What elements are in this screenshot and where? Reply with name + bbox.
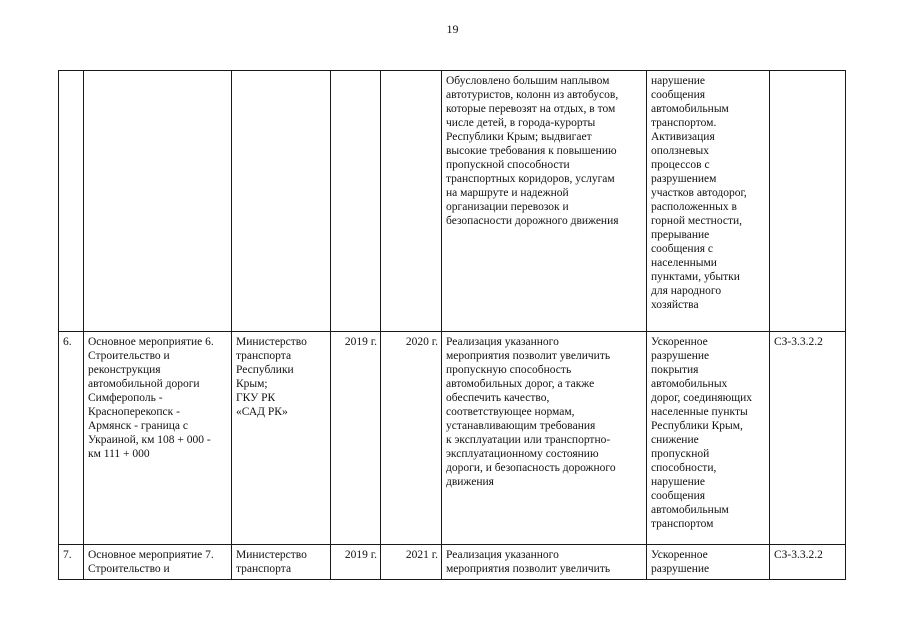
cell-expected-result-line: обеспечить качество,: [446, 392, 550, 404]
table-row: [59, 332, 846, 545]
cell-consequences-line: Активизация: [651, 131, 715, 143]
cell-executor-line: Крым;: [236, 378, 268, 390]
cell-expected-result-line: Реализация указанного: [446, 336, 559, 348]
cell-executor-line: «САД РК»: [236, 406, 288, 418]
cell-consequences-line: транспортом.: [651, 117, 717, 129]
cell-consequences-line: сообщения: [651, 490, 706, 502]
cell-expected-result-line: эксплуатационному состоянию: [446, 448, 599, 460]
cell-measure-line: Основное мероприятие 7.: [88, 549, 214, 561]
cell-consequences-line: для народного: [651, 285, 722, 297]
cell-consequences-line: нарушение: [651, 75, 705, 87]
cell-consequences-line: Ускоренное: [651, 336, 708, 348]
cell-executor-line: транспорта: [236, 350, 292, 362]
cell-expected-result-line: Реализация указанного: [446, 549, 559, 561]
cell-consequences-line: пропускной: [651, 448, 710, 460]
table-row: [59, 545, 846, 580]
cell-consequences-line: сообщения с: [651, 243, 713, 255]
cell-measure-line: Симферополь -: [88, 392, 163, 404]
cell-expected-result-line: на маршруте и надежной: [446, 187, 569, 199]
cell-executor-line: ГКУ РК: [236, 392, 276, 404]
cell-consequences-line: пунктами, убытки: [651, 271, 740, 283]
cell-consequences-line: прерывание: [651, 229, 710, 241]
cell-number: 6.: [59, 332, 84, 545]
cell-expected-result-line: автотуристов, колонн из автобусов,: [446, 89, 619, 101]
cell-consequences-line: разрушение: [651, 563, 710, 575]
cell-expected-result: [442, 545, 647, 580]
cell-number: [59, 71, 84, 332]
cell-consequences-line: Ускоренное: [651, 549, 708, 561]
cell-measure-line: Строительство и: [88, 563, 170, 575]
cell-indicator-code: СЗ-3.3.2.2: [770, 332, 846, 545]
cell-executor-line: Министерство: [236, 336, 307, 348]
table-body: [59, 71, 846, 580]
cell-measure: [84, 545, 232, 580]
cell-consequences-line: оползневых: [651, 145, 709, 157]
cell-expected-result-line: числе детей, в города-курорты: [446, 117, 596, 129]
cell-consequences-line: автомобильных: [651, 378, 728, 390]
cell-consequences-line: транспортом: [651, 518, 714, 530]
cell-consequences-line: горной местности,: [651, 215, 743, 227]
cell-measure-line: автомобильной дороги: [88, 378, 200, 390]
cell-consequences-line: разрушение: [651, 350, 710, 362]
cell-start-year: 2019 г.: [331, 332, 381, 545]
cell-consequences-line: автомобильным: [651, 103, 729, 115]
cell-expected-result-line: Обусловлено большим наплывом: [446, 75, 610, 87]
cell-expected-result-line: высокие требования к повышению: [446, 145, 617, 157]
cell-consequences-line: снижение: [651, 434, 699, 446]
cell-consequences-line: хозяйства: [651, 299, 699, 311]
cell-expected-result-line: устанавливающим требования: [446, 420, 596, 432]
cell-executor-line: Республики: [236, 364, 294, 376]
cell-expected-result-line: которые перевозят на отдых, в том: [446, 103, 616, 115]
cell-expected-result-line: транспортных коридоров, услугам: [446, 173, 615, 185]
cell-number: 7.: [59, 545, 84, 580]
cell-consequences-line: Республики Крым,: [651, 420, 743, 432]
cell-consequences-line: населенными: [651, 257, 717, 269]
cell-measure-line: Украиной, км 108 + 000 -: [88, 434, 211, 446]
table-row: [59, 71, 846, 332]
cell-consequences: [647, 545, 770, 580]
cell-start-year: 2019 г.: [331, 545, 381, 580]
cell-expected-result-line: соответствующее нормам,: [446, 406, 575, 418]
cell-measure-line: Основное мероприятие 6.: [88, 336, 214, 348]
cell-executor: [232, 71, 331, 332]
cell-expected-result-line: безопасности дорожного движения: [446, 215, 619, 227]
cell-measure-line: реконструкция: [88, 364, 161, 376]
cell-expected-result-line: мероприятия позволит увеличить: [446, 563, 611, 575]
cell-expected-result-line: движения: [446, 476, 494, 488]
cell-expected-result-line: автомобильных дорог, а также: [446, 378, 595, 390]
cell-end-year: 2020 г.: [381, 332, 442, 545]
cell-executor: [232, 332, 331, 545]
cell-executor-line: транспорта: [236, 563, 292, 575]
cell-indicator-code: [770, 71, 846, 332]
cell-end-year: [381, 71, 442, 332]
cell-consequences-line: сообщения: [651, 89, 706, 101]
cell-expected-result-line: организации перевозок и: [446, 201, 569, 213]
cell-consequences-line: нарушение: [651, 476, 705, 488]
cell-consequences-line: дорог, соединяющих: [651, 392, 753, 404]
cell-executor: [232, 545, 331, 580]
cell-consequences-line: расположенных в: [651, 201, 737, 213]
cell-consequences-line: автомобильным: [651, 504, 729, 516]
cell-measure-line: Красноперекопск -: [88, 406, 180, 418]
page-number: 19: [446, 22, 459, 36]
cell-consequences: [647, 332, 770, 545]
cell-expected-result-line: мероприятия позволит увеличить: [446, 350, 611, 362]
cell-expected-result: [442, 71, 647, 332]
cell-measure: [84, 332, 232, 545]
program-measures-table: [58, 70, 846, 580]
cell-measure: [84, 71, 232, 332]
cell-executor-line: Министерство: [236, 549, 307, 561]
cell-end-year: 2021 г.: [381, 545, 442, 580]
cell-expected-result-line: дороги, и безопасность дорожного: [446, 462, 616, 474]
cell-consequences-line: процессов с: [651, 159, 710, 171]
cell-consequences-line: покрытия: [651, 364, 699, 376]
cell-measure-line: Армянск - граница с: [88, 420, 188, 432]
cell-expected-result: [442, 332, 647, 545]
cell-indicator-code: СЗ-3.3.2.2: [770, 545, 846, 580]
cell-expected-result-line: Республики Крым; выдвигает: [446, 131, 592, 143]
cell-measure-line: км 111 + 000: [88, 448, 150, 460]
cell-consequences: [647, 71, 770, 332]
cell-expected-result-line: к эксплуатации или транспортно-: [446, 434, 611, 446]
cell-measure-line: Строительство и: [88, 350, 170, 362]
cell-consequences-line: способности,: [651, 462, 717, 474]
cell-expected-result-line: пропускную способность: [446, 364, 572, 376]
cell-consequences-line: участков автодорог,: [651, 187, 747, 199]
cell-start-year: [331, 71, 381, 332]
cell-consequences-line: разрушением: [651, 173, 717, 185]
cell-expected-result-line: пропускной способности: [446, 159, 570, 171]
cell-consequences-line: населенные пункты: [651, 406, 748, 418]
